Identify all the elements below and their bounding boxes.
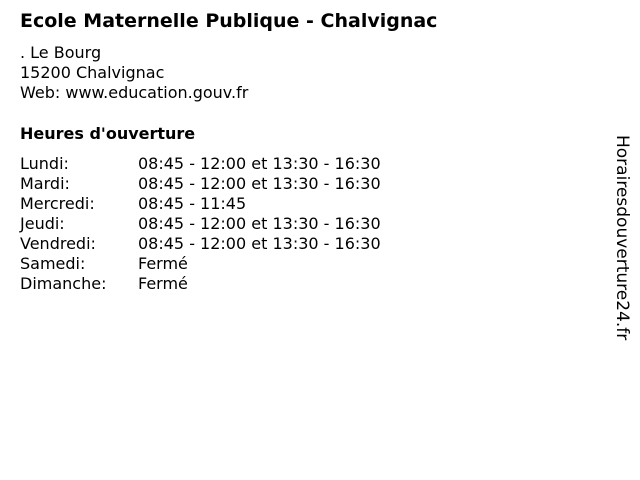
day-label: Vendredi: xyxy=(20,234,96,253)
hours-row-vendredi xyxy=(20,234,381,254)
day-label: Lundi: xyxy=(20,154,69,173)
hours-row-jeudi xyxy=(20,214,381,234)
hours-row-mercredi xyxy=(20,194,381,214)
day-label: Mercredi: xyxy=(20,194,95,213)
day-hours: 08:45 - 12:00 et 13:30 - 16:30 xyxy=(138,234,381,253)
page-title: Ecole Maternelle Publique - Chalvignac xyxy=(20,10,438,32)
hours-row-lundi xyxy=(20,154,381,174)
hours-row-mardi xyxy=(20,174,381,194)
day-label: Jeudi: xyxy=(20,214,65,233)
day-hours: 08:45 - 12:00 et 13:30 - 16:30 xyxy=(138,174,381,193)
day-hours: Fermé xyxy=(138,254,188,273)
hours-row-samedi xyxy=(20,254,381,274)
address-block xyxy=(20,43,248,103)
hours-row-dimanche xyxy=(20,274,381,294)
hours-heading: Heures d'ouverture xyxy=(20,124,196,143)
address-street: . Le Bourg xyxy=(20,43,102,62)
day-hours: 08:45 - 12:00 et 13:30 - 16:30 xyxy=(138,154,381,173)
site-watermark: Horairesdouverture24.fr xyxy=(612,135,632,341)
address-city: 15200 Chalvignac xyxy=(20,63,165,82)
day-label: Dimanche: xyxy=(20,274,107,293)
address-web: Web: www.education.gouv.fr xyxy=(20,83,249,102)
day-hours: 08:45 - 12:00 et 13:30 - 16:30 xyxy=(138,214,381,233)
day-label: Samedi: xyxy=(20,254,86,273)
day-hours: Fermé xyxy=(138,274,188,293)
day-label: Mardi: xyxy=(20,174,70,193)
day-hours: 08:45 - 11:45 xyxy=(138,194,247,213)
hours-table xyxy=(20,154,381,294)
